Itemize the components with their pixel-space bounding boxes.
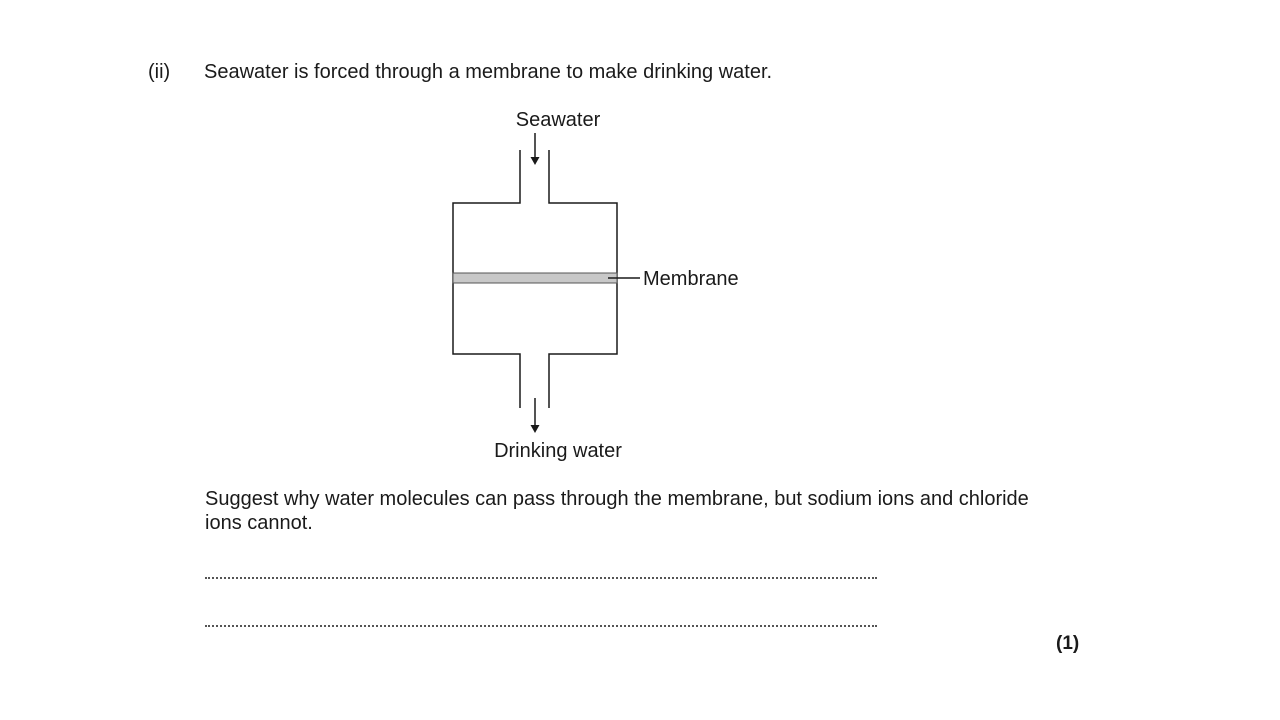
outlet-arrow-icon (531, 398, 540, 433)
question-number: (ii) (148, 61, 171, 83)
answer-line-1[interactable] (205, 577, 877, 579)
drinking-water-label: Drinking water (494, 440, 622, 462)
marks-indicator: (1) (1056, 633, 1080, 654)
question-prompt: Suggest why water molecules can pass through the membrane, but sodium ions and chloride ions cannot. (205, 488, 1029, 534)
membrane-label: Membrane (643, 268, 739, 290)
inlet-arrow-icon (531, 133, 540, 165)
answer-line-2[interactable] (205, 625, 877, 627)
question-stem: Seawater is forced through a membrane to make drinking water. (204, 61, 773, 83)
seawater-label: Seawater (515, 109, 601, 131)
membrane (453, 273, 617, 283)
